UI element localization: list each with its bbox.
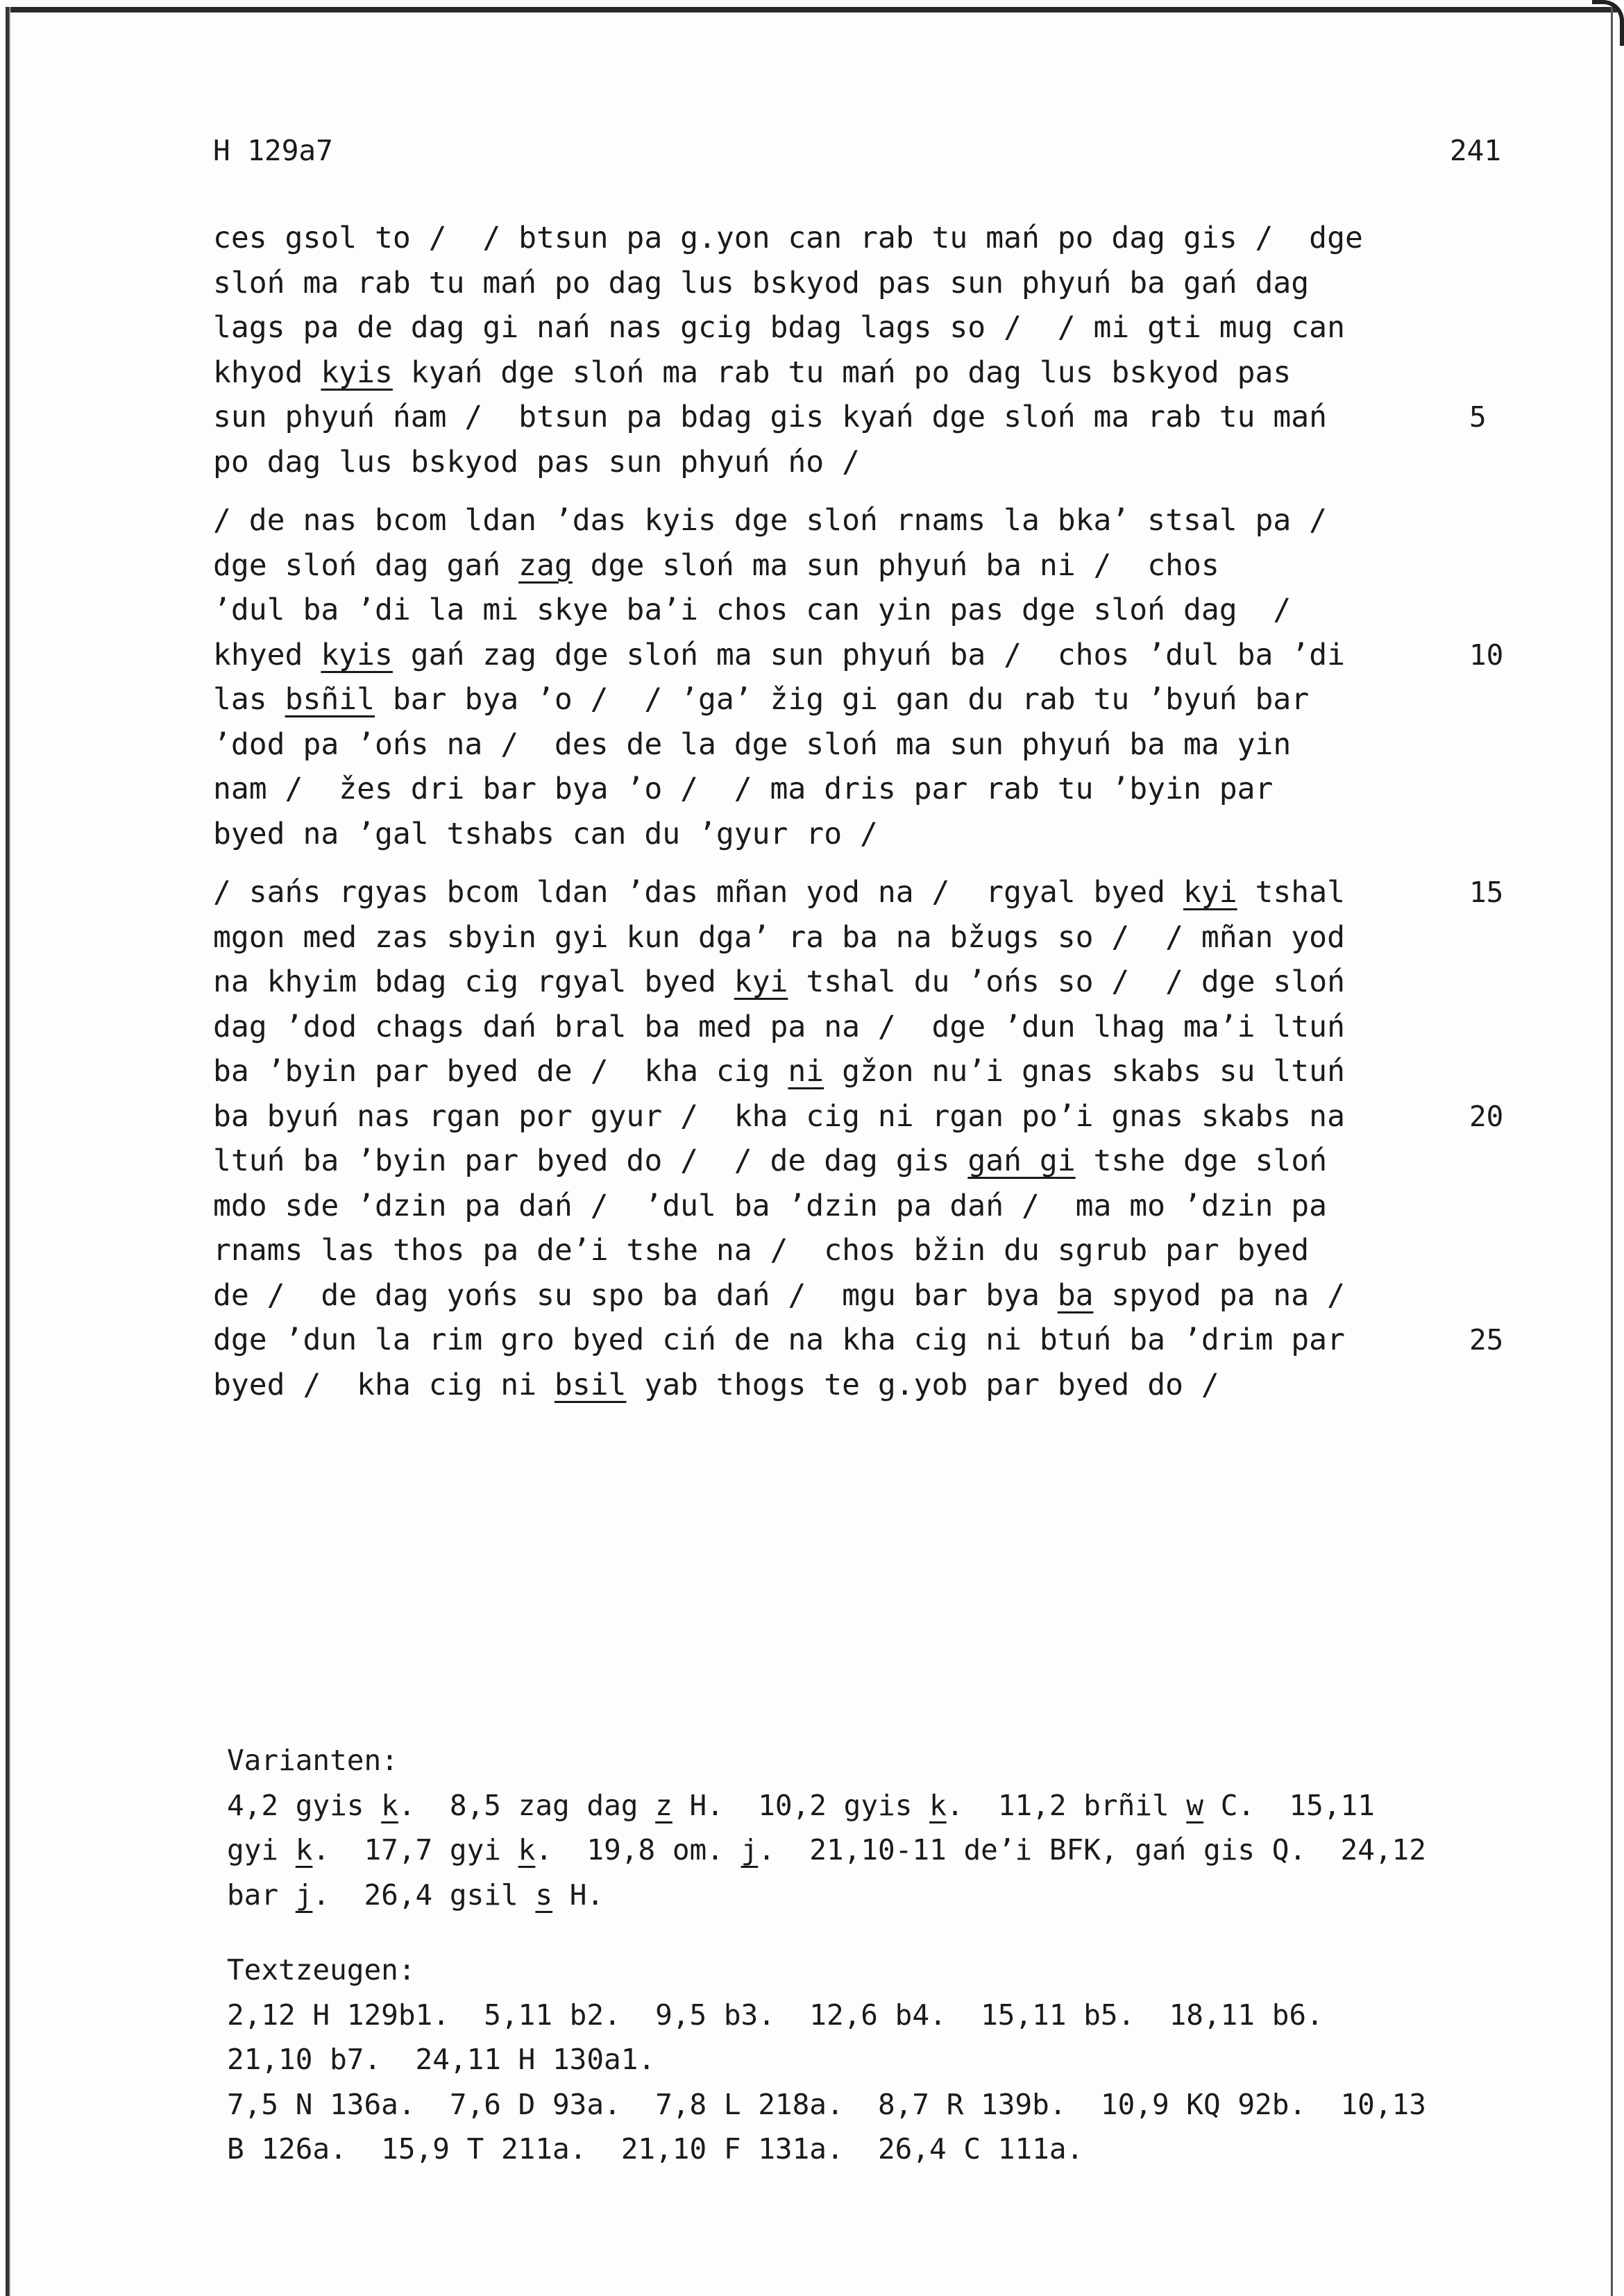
underlined-word: k — [381, 1788, 398, 1822]
text-line — [213, 395, 1487, 440]
text-line — [213, 633, 1504, 678]
textzeugen-line — [227, 2082, 1426, 2127]
underlined-word: k — [518, 1833, 536, 1866]
text-segment: C. 15,11 — [1203, 1788, 1375, 1822]
text-segment: tshal du ’ońs so / / dge sloń — [788, 964, 1345, 999]
text-line — [213, 1184, 1345, 1229]
underlined-word: ba — [1057, 1277, 1094, 1313]
text-line — [213, 350, 1363, 396]
varianten-line — [227, 1873, 1426, 1918]
line-number: 5 — [1469, 400, 1487, 434]
text-segment: ’dod pa ’ońs na / des de la dge sloń ma sun phyuń ba ma yin — [213, 726, 1292, 762]
text-segment: dge sloń dag gań — [213, 547, 519, 583]
textzeugen-apparatus — [227, 1948, 1426, 2172]
text-segment: B 126a. 15,9 T 211a. 21,10 F 131a. 26,4 C 111a. — [227, 2132, 1084, 2166]
text-line — [213, 767, 1345, 812]
text-segment: . 26,4 gsil — [312, 1878, 536, 1912]
text-segment: gyi — [227, 1833, 296, 1866]
text-segment: nam / žes dri bar bya ’o / / ma dris par rab tu ’byin par — [213, 772, 1274, 806]
text-line — [213, 915, 1345, 960]
text-segment: bar — [227, 1878, 296, 1912]
text-segment: H. — [552, 1878, 604, 1912]
text-line — [213, 1363, 1345, 1408]
textzeugen-line — [227, 1993, 1426, 2038]
text-line — [213, 216, 1363, 261]
underlined-word: kyis — [321, 355, 393, 390]
text-segment: / de nas bcom ldan ’das kyis dge sloń rnams la bka’ stsal pa / — [213, 503, 1328, 538]
text-segment: . 21,10-11 de’i BFK, gań gis Q. 24,12 — [758, 1833, 1426, 1866]
text-segment: ltuń ba ’byin par byed do / / de dag gis — [213, 1143, 968, 1178]
text-segment: de / de dag yońs su spo ba dań / mgu bar bya — [213, 1277, 1058, 1313]
text-segment: byed na ’gal tshabs can du ’gyur ro / — [213, 816, 878, 851]
underlined-word: bsñil — [285, 682, 375, 717]
text-line — [213, 677, 1345, 722]
text-segment: ba byuń nas rgan por gyur / kha cig ni rgan po’i gnas skabs na — [213, 1098, 1345, 1134]
text-line — [213, 261, 1363, 306]
text-line — [213, 498, 1345, 543]
text-line — [213, 1273, 1345, 1318]
text-segment: dge ’dun la rim gro byed ciń de na kha cig ni btuń ba ’drim par — [213, 1323, 1345, 1357]
underlined-word: gań gi — [967, 1143, 1076, 1178]
page-number: 241 — [1450, 134, 1502, 167]
text-segment: dag ’dod chags dań bral ba med pa na / dge ’dun lhag ma’i ltuń — [213, 1009, 1345, 1044]
text-line — [213, 440, 1363, 485]
text-segment: 7,5 N 136a. 7,6 D 93a. 7,8 L 218a. 8,7 R 139b. 10,9 KQ 92b. 10,13 — [227, 2087, 1426, 2121]
underlined-word: zag — [518, 547, 573, 583]
underlined-word: s — [535, 1878, 553, 1912]
text-segment: yab thogs te g.yob par byed do / — [626, 1367, 1219, 1402]
text-segment: 4,2 gyis — [227, 1788, 382, 1822]
text-segment: mgon med zas sbyin gyi kun dga’ ra ba na bžugs so / / mñan yod — [213, 919, 1345, 955]
underlined-word: ni — [788, 1054, 824, 1089]
text-segment: byed / kha cig ni — [213, 1367, 555, 1402]
paragraph-3 — [213, 870, 1504, 1407]
underlined-word: bsil — [554, 1367, 627, 1402]
line-number: 10 — [1469, 638, 1504, 672]
text-segment: sloń ma rab tu mań po dag lus bskyod pas sun phyuń ba gań dag — [213, 265, 1310, 300]
page-edge-left — [6, 7, 11, 2296]
text-segment: 2,12 H 129b1. 5,11 b2. 9,5 b3. 12,6 b4. 15,11 b5. 18,11 b6. — [227, 1998, 1323, 2032]
text-segment: ’dul ba ’di la mi skye ba’i chos can yin pas dge sloń dag / — [213, 593, 1292, 627]
text-segment: bar bya ’o / / ’ga’ žig gi gan du rab tu ’byuń bar — [375, 682, 1310, 717]
underlined-word: kyi — [734, 964, 788, 999]
varianten-heading: Varianten: — [227, 1744, 398, 1777]
text-segment: dge sloń ma sun phyuń ba ni / chos — [572, 547, 1219, 583]
line-number: 25 — [1469, 1323, 1504, 1357]
text-line — [213, 1005, 1345, 1050]
text-line — [213, 1318, 1504, 1363]
text-segment: khyod — [213, 355, 321, 390]
page-edge-right — [1611, 7, 1613, 2296]
text-line — [213, 960, 1345, 1005]
text-segment: ba ’byin par byed de / kha cig — [213, 1054, 788, 1089]
text-segment: rnams las thos pa de’i tshe na / chos bžin du sgrub par byed — [213, 1233, 1310, 1268]
text-line — [213, 1094, 1504, 1139]
text-segment: kyań dge sloń ma rab tu mań po dag lus bskyod pas — [392, 355, 1292, 390]
underlined-word: kyis — [321, 637, 393, 672]
text-segment: . 19,8 om. — [535, 1833, 741, 1866]
text-segment: khyed — [213, 637, 321, 672]
text-line — [213, 543, 1345, 588]
text-segment: mdo sde ’dzin pa dań / ’dul ba ’dzin pa dań / ma mo ’dzin pa — [213, 1188, 1328, 1223]
page-corner-curl — [1592, 0, 1624, 46]
page-edge-top — [10, 7, 1617, 12]
text-line — [213, 305, 1363, 350]
varianten-line — [227, 1783, 1426, 1828]
line-number: 15 — [1469, 876, 1504, 909]
paragraph-2 — [213, 498, 1504, 856]
text-segment: ces gsol to / / btsun pa g.yon can rab tu mań po dag gis / dge — [213, 221, 1363, 255]
text-line — [213, 1228, 1345, 1273]
line-number: 20 — [1469, 1099, 1504, 1133]
text-line — [213, 870, 1504, 915]
underlined-word: k — [929, 1788, 947, 1822]
text-segment: 21,10 b7. 24,11 H 130a1. — [227, 2043, 656, 2076]
text-line — [213, 1139, 1345, 1184]
text-segment: / sańs rgyas bcom ldan ’das mñan yod na / rgyal byed — [213, 875, 1183, 910]
text-segment: spyod pa na / — [1093, 1277, 1345, 1313]
underlined-word: w — [1186, 1788, 1204, 1822]
text-segment: H. 10,2 gyis — [672, 1788, 930, 1822]
text-segment: sun phyuń ńam / btsun pa bdag gis kyań dge sloń ma rab tu mań — [213, 400, 1328, 434]
textzeugen-line — [227, 2037, 1426, 2082]
text-line — [213, 588, 1345, 633]
textzeugen-line — [227, 2127, 1426, 2172]
text-segment: lags pa de dag gi nań nas gcig bdag lags so / / mi gti mug can — [213, 310, 1345, 345]
varianten-apparatus — [227, 1738, 1426, 1917]
text-segment: gžon nu’i gnas skabs su ltuń — [824, 1054, 1345, 1089]
text-line — [213, 722, 1345, 767]
text-segment: gań zag dge sloń ma sun phyuń ba / chos ’dul ba ’di — [392, 637, 1345, 672]
paragraph-1 — [213, 216, 1487, 484]
underlined-word: z — [655, 1788, 673, 1822]
text-segment: . 17,7 gyi — [312, 1833, 518, 1866]
text-segment: po dag lus bskyod pas sun phyuń ńo / — [213, 444, 860, 479]
text-segment: . 11,2 brñil — [946, 1788, 1187, 1822]
text-line — [213, 1049, 1345, 1094]
textzeugen-heading: Textzeugen: — [227, 1953, 416, 1987]
underlined-word: j — [295, 1878, 313, 1912]
underlined-word: k — [295, 1833, 313, 1866]
text-segment: . 8,5 zag dag — [398, 1788, 656, 1822]
underlined-word: kyi — [1183, 875, 1237, 910]
text-line — [213, 812, 1345, 857]
running-header-siglum: H 129a7 — [213, 134, 333, 167]
text-segment: las — [213, 682, 285, 717]
text-segment: tshal — [1237, 875, 1345, 910]
underlined-word: j — [741, 1833, 759, 1866]
text-segment: tshe dge sloń — [1075, 1143, 1328, 1178]
text-segment: na khyim bdag cig rgyal byed — [213, 964, 734, 999]
varianten-line — [227, 1828, 1426, 1873]
